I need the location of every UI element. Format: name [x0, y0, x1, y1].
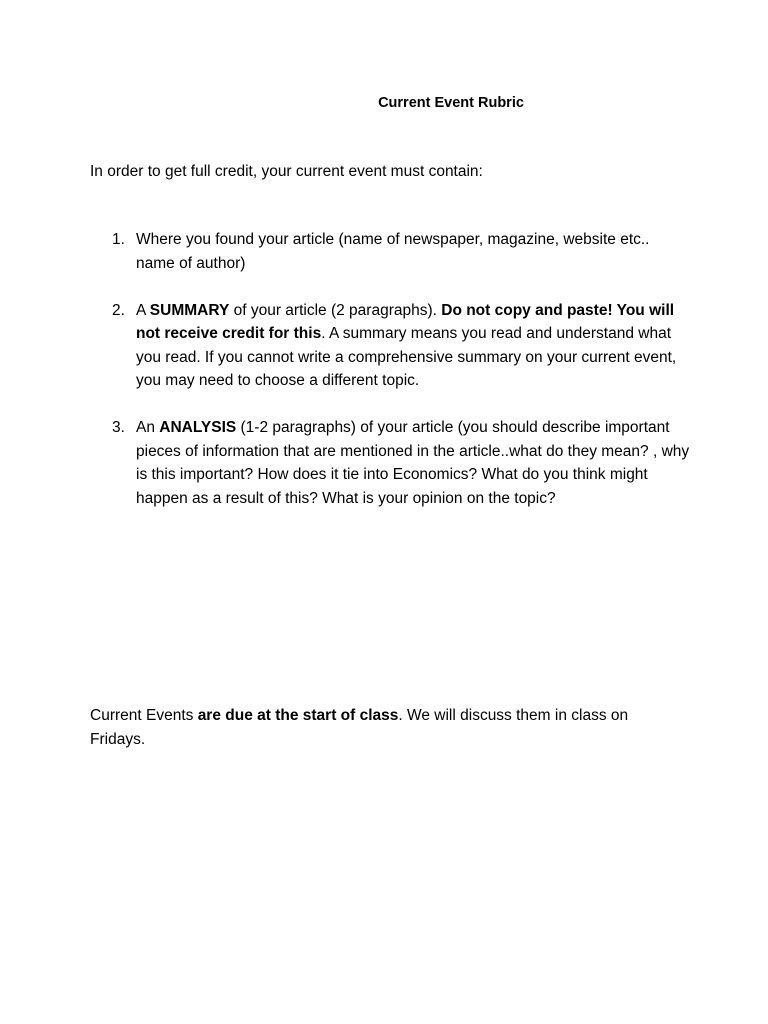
summary-keyword: SUMMARY: [149, 301, 230, 319]
list-item-rest: . A summary means you read and understand what you read. If you cannot write a comprehensive summary on your current event, you may need to choose a different topic.: [136, 325, 677, 389]
due-emphasis: are due at the start of class: [197, 707, 399, 724]
list-item: [90, 416, 690, 510]
document-title: Current Event Rubric: [378, 95, 524, 111]
intro-text: In order to get full credit, your current event must contain:: [90, 163, 483, 180]
due-lead: Current Events: [90, 707, 198, 724]
due-rest: . We will discuss them in class on Fridays.: [90, 707, 629, 748]
list-item-number: 3.: [112, 419, 125, 436]
list-item: [90, 299, 690, 393]
list-item: [90, 228, 690, 275]
list-item-number: 2.: [112, 301, 125, 319]
list-item-rest: (1-2 paragraphs) of your article (you should describe important pieces of information that are mentioned in the article..what do they mean? , why is this important? How does it tie into Economics? What do you think might happen as a result of this? What is your opinion on the topic?: [136, 419, 690, 507]
list-item-lead: A: [136, 301, 150, 319]
due-note: [90, 704, 650, 751]
requirements-list: [90, 228, 690, 534]
list-item-number: 1.: [112, 231, 125, 248]
analysis-keyword: ANALYSIS: [159, 419, 237, 436]
copy-warning: Do not copy and paste! You will not receive credit for this: [136, 301, 675, 342]
list-item-lead: An: [136, 419, 160, 436]
list-item-mid: of your article (2 paragraphs).: [229, 301, 442, 319]
list-item-text: Where you found your article (name of newspaper, magazine, website etc.. name of author): [136, 231, 650, 272]
